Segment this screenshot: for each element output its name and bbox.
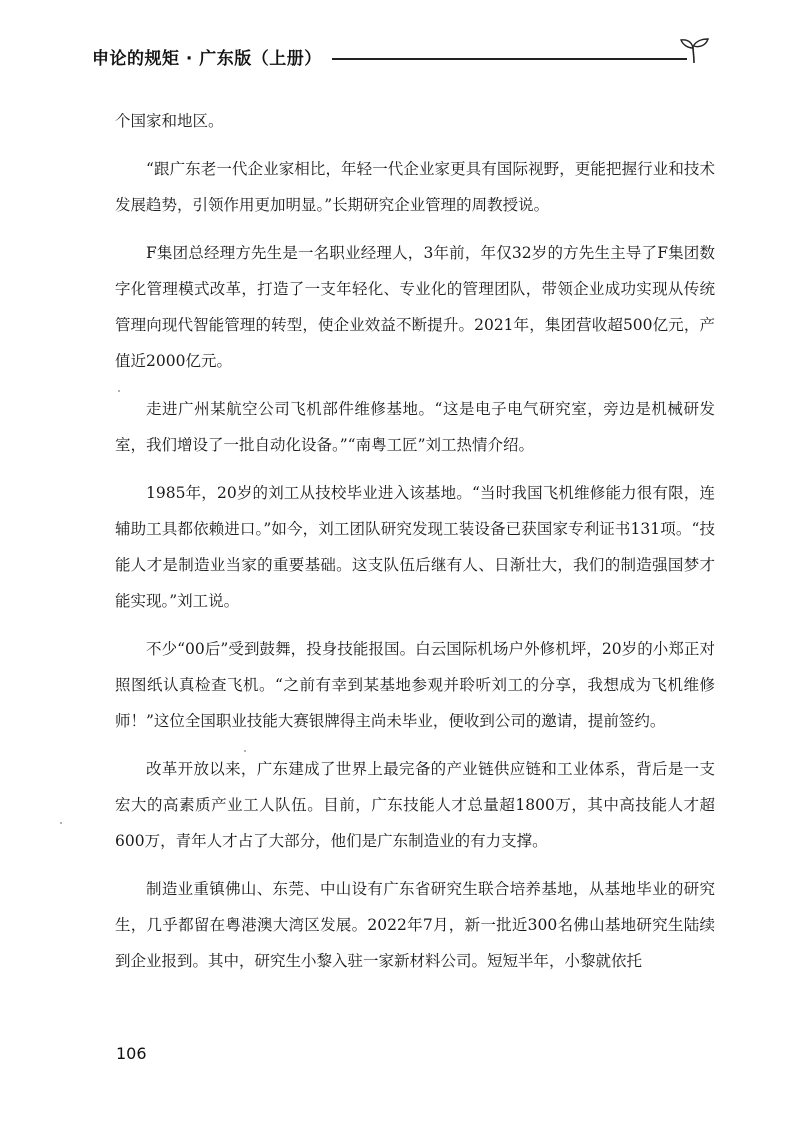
paragraph: 制造业重镇佛山、东莞、中山设有广东省研究生联合培养基地，从基地毕业的研究生，几乎都留在粤港澳大湾区发展。2022年7月，新一批近300名佛山基地研究生陆续到企业报到。其中，研究生小黎入驻一家新材料公司。短短半年，小黎就依托: [115, 880, 715, 970]
paragraph: 不少“00后”受到鼓舞，投身技能报国。白云国际机场户外修机坪，20岁的小郑正对照图纸认真检查飞机。“之前有幸到某基地参观并聆听刘工的分享，我想成为飞机维修师！”这位全国职业技能大赛银牌得主尚未毕业，便收到公司的邀请，提前签约。: [115, 640, 715, 730]
scan-speck: [60, 822, 62, 824]
header-rule: [332, 58, 687, 60]
paragraph: 1985年，20岁的刘工从技校毕业进入该基地。“当时我国飞机维修能力很有限，连辅助工具都依赖进口。”如今，刘工团队研究发现工装设备已获国家专利证书131项。“技能人才是制造业当家的重要基础。这支队伍后继有人、日渐壮大，我们的制造强国梦才能实现。”刘工说。: [115, 484, 715, 610]
scan-speck: [244, 750, 246, 752]
paragraph: 走进广州某航空公司飞机部件维修基地。“这是电子电气研究室，旁边是机械研发室，我们增设了一批自动化设备。”“南粤工匠”刘工热情介绍。: [115, 400, 715, 454]
paragraph: 个国家和地区。: [115, 112, 224, 130]
paragraph: F集团总经理方先生是一名职业经理人，3年前，年仅32岁的方先生主导了F集团数字化管理模式改革，打造了一支年轻化、专业化的管理团队，带领企业成功实现从传统管理向现代智能管理的转型，使企业效益不断提升。2021年，集团营收超500亿元，产值近2000亿元。: [115, 244, 715, 370]
sprout-icon: [678, 36, 710, 64]
running-header: [92, 34, 722, 74]
paragraph: 改革开放以来，广东建成了世界上最完备的产业链供应链和工业体系，背后是一支宏大的高素质产业工人队伍。目前，广东技能人才总量超1800万，其中高技能人才超600万，青年人才占了大部分，他们是广东制造业的有力支撑。: [115, 760, 715, 850]
paragraph: “跟广东老一代企业家相比，年轻一代企业家更具有国际视野，更能把握行业和技术发展趋势，引领作用更加明显。”长期研究企业管理的周教授说。: [115, 160, 715, 214]
book-title: 申论的规矩 · 广东版（上册）: [92, 49, 322, 69]
article-body: [115, 103, 715, 991]
page-number: 106: [116, 1044, 147, 1063]
scan-speck: [118, 390, 120, 392]
